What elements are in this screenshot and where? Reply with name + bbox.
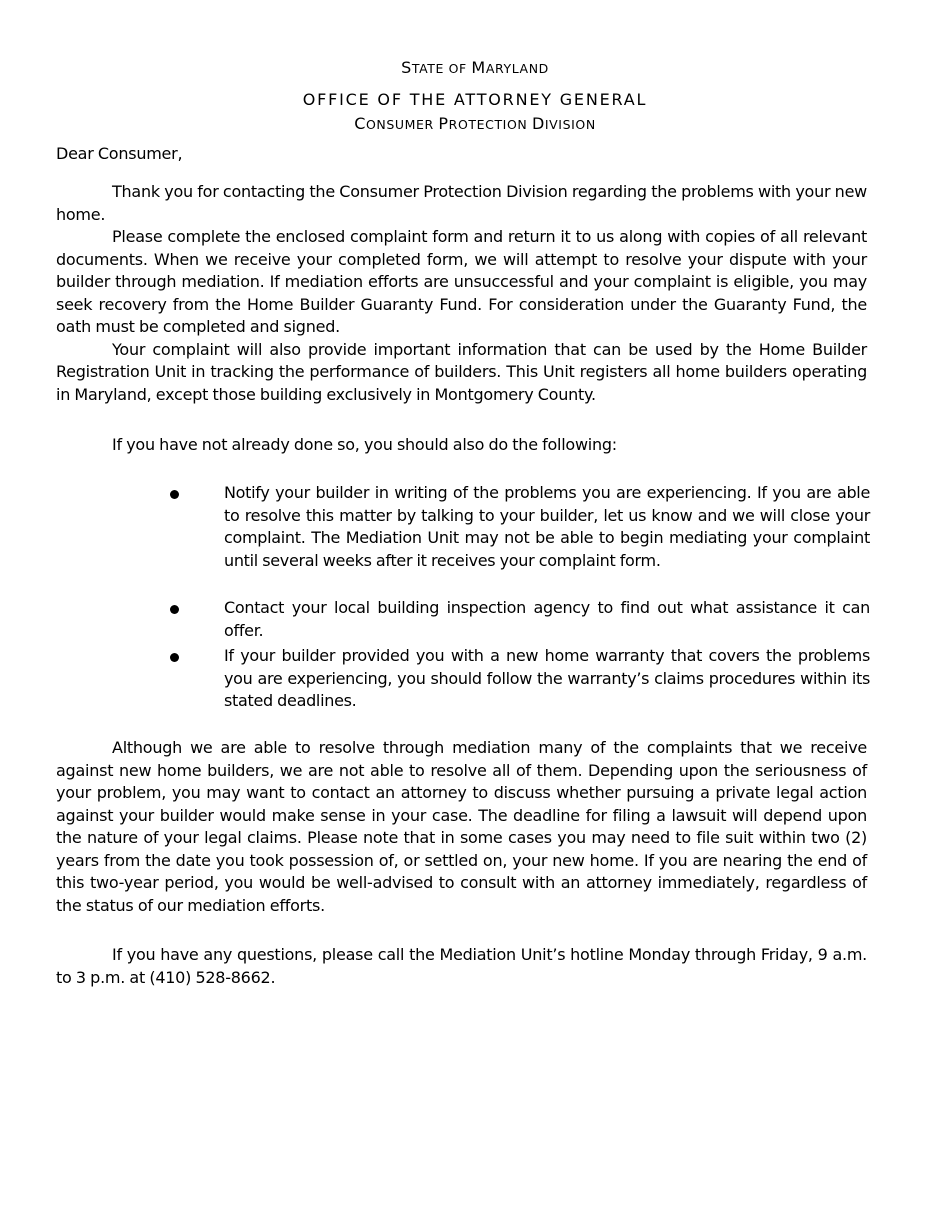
paragraph-5-block — [56, 737, 867, 917]
paragraph-legal-advice: Although we are able to resolve through mediation many of the complaints that we receive against new home builders, we are not able to resolve all of them. Depending upon the seriousness of your problem, you may want to contact an attorney to discuss whether pursuing a private legal action against your builder would make sense in your case. The deadline for filing a lawsuit will depend upon the nature of your legal claims. Please note that in some cases you may need to file suit within two (2) years from the date you took possession of, or settled on, your new home. If you are nearing the end of this two-year period, you would be well-advised to consult with an attorney immediately, regardless of the status of our mediation efforts. — [56, 738, 867, 915]
paragraph-6-block — [56, 944, 867, 989]
paragraph-registration: Your complaint will also provide important information that can be used by the Home Builder Registration Unit in tracking the performance of builders. This Unit registers all home builders operating in Maryland, except those building exclusively in Montgomery County. — [56, 339, 867, 404]
greeting-block — [56, 143, 867, 166]
paragraph-contact-hotline: If you have any questions, please call the Mediation Unit’s hotline Monday through Friday, 9 a.m. to 3 p.m. at (410) 528-8662. — [56, 945, 867, 987]
list-item — [160, 645, 870, 713]
paragraph-intro-list-block — [56, 434, 867, 457]
paragraph-1 — [56, 181, 867, 406]
bullet-icon — [170, 653, 179, 662]
paragraph-thank-you: Thank you for contacting the Consumer Protection Division regarding the problems with your new home. — [56, 182, 867, 224]
bullet-text: If your builder provided you with a new home warranty that covers the problems you are experiencing, you should follow the warranty’s claims procedures within its stated deadlines. — [224, 646, 870, 710]
paragraph-intro-list: If you have not already done so, you should also do the following: — [112, 435, 617, 454]
header-division: CONSUMER PROTECTION DIVISION — [354, 114, 596, 133]
bullet-icon — [170, 490, 179, 499]
bullet-text: Notify your builder in writing of the problems you are experiencing. If you are able to resolve this matter by talking to your builder, let us know and we will close your complaint. The Mediation Unit may not be able to begin mediating your complaint until several weeks after it receives your complaint form. — [224, 483, 870, 570]
bullet-icon — [170, 605, 179, 614]
paragraph-complaint-form: Please complete the enclosed complaint form and return it to us along with copies of all relevant documents. When we receive your completed form, we will attempt to resolve your dispute with your builder through mediation. If mediation efforts are unsuccessful and your complaint is eligible, you may seek recovery from the Home Builder Guaranty Fund. For consideration under the Guaranty Fund, the oath must be completed and signed. — [56, 227, 867, 336]
header-state: STATE OF MARYLAND — [401, 58, 549, 77]
bullet-text: Contact your local building inspection agency to find out what assistance it can offer. — [224, 598, 870, 640]
header-office: OFFICE OF THE ATTORNEY GENERAL — [302, 90, 648, 109]
list-item — [160, 597, 870, 642]
list-item — [160, 482, 870, 572]
greeting: Dear Consumer, — [56, 144, 183, 163]
